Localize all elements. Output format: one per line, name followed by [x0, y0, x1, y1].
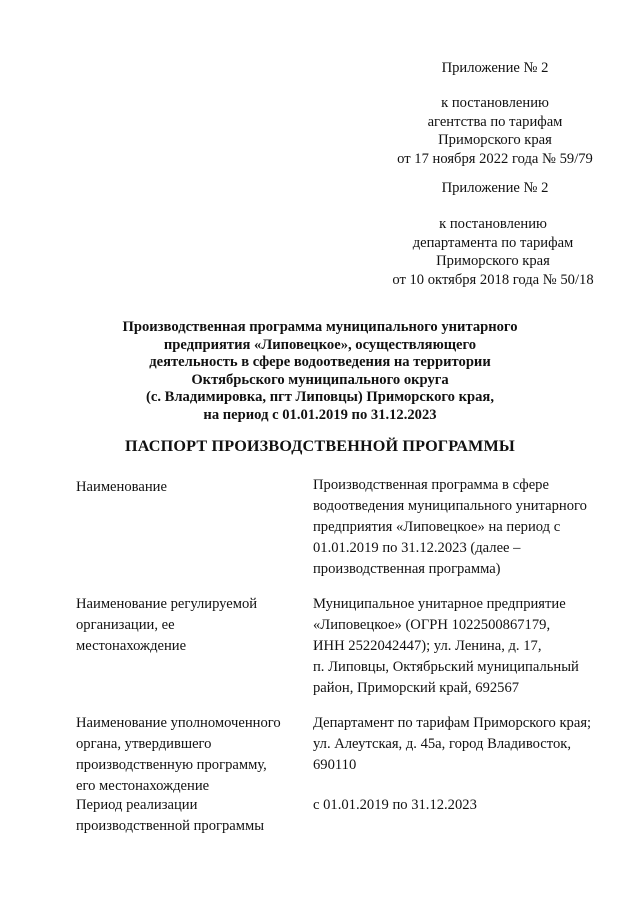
value-line: ИНН 2522042447); ул. Ленина, д. 17,: [313, 638, 542, 654]
value-line: производственная программа): [313, 561, 501, 577]
label-line: органа, утвердившего: [76, 736, 212, 752]
value-line: Департамент по тарифам Приморского края;: [313, 715, 592, 731]
appendix-original-line: к постановлению: [439, 216, 547, 232]
value-line: Производственная программа в сфере: [313, 477, 549, 493]
label-line: организации, ее: [76, 617, 175, 633]
value-line: 690110: [313, 757, 357, 773]
passport-row-value-organization: [313, 594, 613, 699]
appendix-current-line: агентства по тарифам: [427, 113, 563, 130]
value-line: «Липовецкое» (ОГРН 1022500867179,: [313, 617, 551, 633]
passport-row-label-organization: [76, 594, 301, 657]
label-line: Наименование: [76, 479, 167, 495]
label-line: производственную программу,: [76, 757, 267, 773]
label-line: его местонахождение: [76, 778, 210, 794]
program-title: [120, 319, 520, 424]
value-line: п. Липовцы, Октябрьский муниципальный: [313, 659, 579, 675]
label-line: Наименование регулируемой: [76, 596, 258, 612]
appendix-original-reference: [368, 215, 618, 289]
appendix-current-line: от 17 ноября 2022 года № 59/79: [397, 150, 593, 167]
appendix-current-line: к постановлению: [441, 95, 549, 111]
appendix-current-reference: [370, 94, 620, 168]
appendix-current-title: Приложение № 2: [441, 60, 549, 76]
label-line: Наименование уполномоченного: [76, 715, 281, 731]
passport-row-label-name: [76, 477, 301, 498]
value-line: район, Приморский край, 692567: [313, 680, 520, 696]
value-line: предприятия «Липовецкое» на период с: [313, 519, 561, 535]
appendix-original-title: Приложение № 2: [441, 180, 549, 196]
appendix-original-line: от 10 октября 2018 года № 50/18: [392, 271, 594, 288]
program-title-line: Производственная программа муниципального унитарного: [122, 319, 518, 335]
passport-row-value-authority: [313, 713, 613, 776]
program-title-line: предприятия «Липовецкое», осуществляющего: [163, 336, 477, 353]
value-line: 01.01.2019 по 31.12.2023 (далее –: [313, 540, 521, 556]
label-line: местонахождение: [76, 638, 187, 654]
value-line: водоотведения муниципального унитарного: [313, 498, 587, 514]
value-line: с 01.01.2019 по 31.12.2023: [313, 797, 477, 813]
passport-row-value-period: [313, 795, 613, 816]
passport-heading: ПАСПОРТ ПРОИЗВОДСТВЕННОЙ ПРОГРАММЫ: [125, 437, 515, 455]
appendix-current-line: Приморского края: [438, 132, 552, 148]
label-line: Период реализации: [76, 797, 198, 813]
label-line: производственной программы: [76, 818, 265, 834]
program-title-line: деятельность в сфере водоотведения на территории: [149, 354, 491, 370]
value-line: Муниципальное унитарное предприятие: [313, 596, 566, 612]
passport-row-value-name: [313, 475, 613, 580]
appendix-original-line: Приморского края: [436, 253, 550, 269]
value-line: ул. Алеутская, д. 45а, город Владивосток,: [313, 736, 571, 752]
passport-row-label-authority: [76, 713, 301, 797]
appendix-original-line: департамента по тарифам: [412, 234, 574, 251]
passport-row-label-period: [76, 795, 301, 837]
program-title-line: Октябрьского муниципального округа: [191, 371, 449, 388]
program-title-line: (с. Владимировка, пгт Липовцы) Приморского края,: [146, 389, 494, 405]
program-title-line: на период с 01.01.2019 по 31.12.2023: [203, 406, 437, 423]
